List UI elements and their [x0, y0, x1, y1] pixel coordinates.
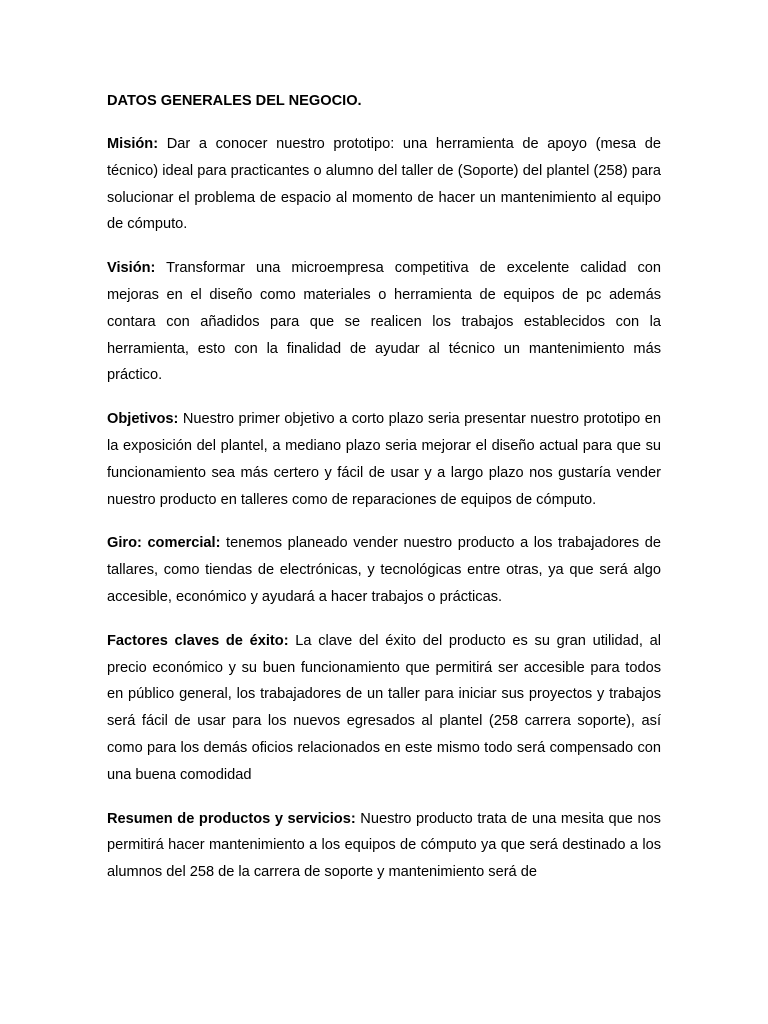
section-factores [107, 628, 661, 789]
document-body [107, 88, 661, 903]
section-text-vision: Transformar una microempresa competitiva de excelente calidad con mejoras en el diseño como materiales o herramienta de equipos de pc además contara con añadidos para que se realicen los trabajos establecidos con la herramienta, esto con la finalidad de ayudar al técnico un mantenimiento más práctico. [107, 260, 661, 384]
section-text-giro: tenemos planeado vender nuestro producto a los trabajadores de tallares, como tiendas de electrónicas, y tecnológicas entre otras, ya que será algo accesible, económico y ayudará a hacer trabajos o prácticas. [107, 535, 661, 605]
section-label-objetivos: Objetivos: [107, 411, 179, 428]
section-resumen [107, 806, 661, 886]
section-text-factores: La clave del éxito del producto es su gran utilidad, al precio económico y su buen funcionamiento que permitirá ser accesible para todos en público general, los trabajadores de un taller para iniciar sus proyectos y trabajos será fácil de usar para los nuevos egresados al plantel (258 carrera soporte), así como para los demás oficios relacionados en este mismo todo será compensado con una buena comodidad [107, 632, 661, 783]
section-label-mision: Misión: [107, 136, 159, 152]
section-label-resumen: Resumen de productos y servicios: [107, 810, 356, 827]
section-objetivos [107, 406, 661, 513]
section-text-mision: Dar a conocer nuestro prototipo: una herramienta de apoyo (mesa de técnico) ideal para practicantes o alumno del taller de (Soporte) del plantel (258) para solucionar el problema de espacio al momento de hacer un mantenimiento al equipo de cómputo. [107, 136, 661, 233]
section-giro [107, 530, 661, 610]
section-vision [107, 255, 661, 389]
section-label-giro: Giro: comercial: [107, 535, 221, 552]
section-label-vision: Visión: [107, 260, 156, 277]
section-text-resumen: Nuestro producto trata de una mesita que nos permitirá hacer mantenimiento a los equipos de cómputo ya que será destinado a los alumnos del 258 de la carrera de soporte y mantenimiento será de [107, 810, 661, 881]
section-text-objetivos: Nuestro primer objetivo a corto plazo seria presentar nuestro prototipo en la exposición del plantel, a mediano plazo seria mejorar el diseño actual para que su funcionamiento sea más certero y fácil de usar y a largo plazo nos gustaría vender nuestro producto en talleres como de reparaciones de equipos de cómputo. [107, 411, 661, 508]
section-label-factores: Factores claves de éxito: [107, 632, 289, 649]
document-title: DATOS GENERALES DEL NEGOCIO. [107, 93, 362, 109]
section-mision [107, 131, 661, 238]
